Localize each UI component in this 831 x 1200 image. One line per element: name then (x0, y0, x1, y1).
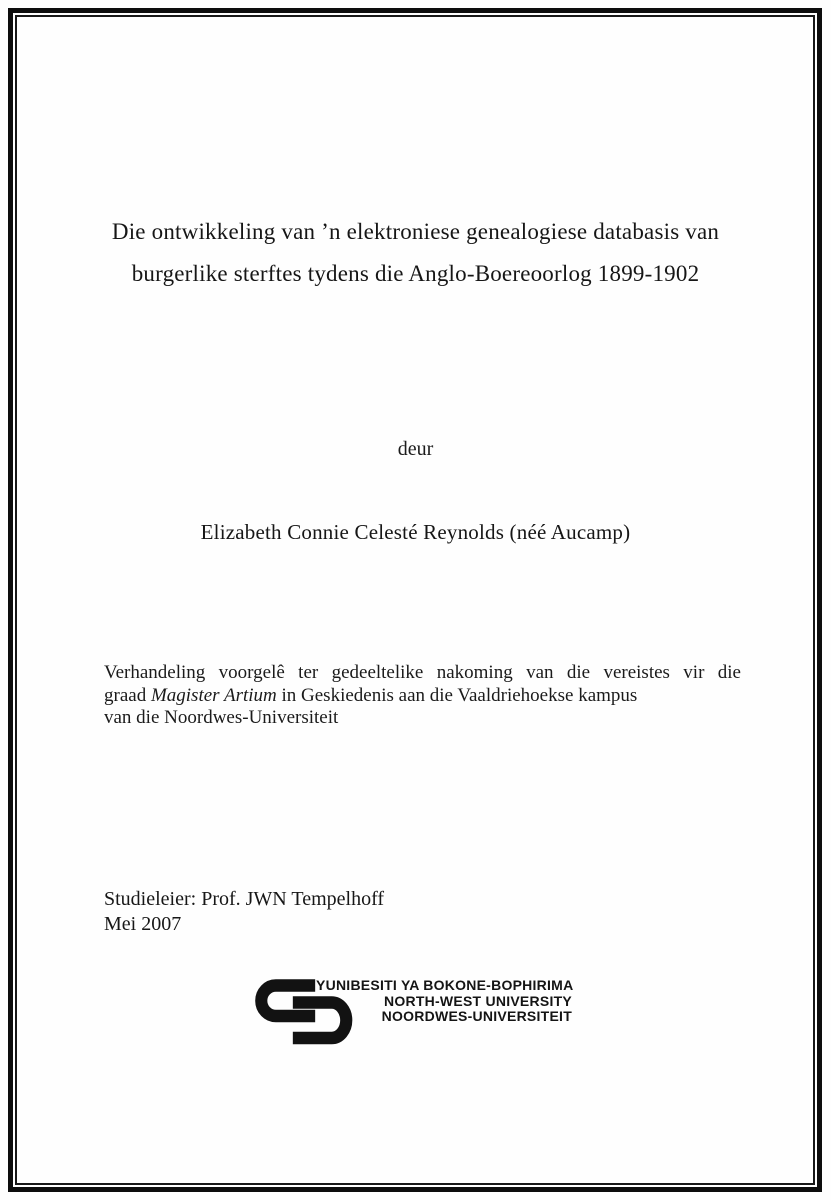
supervisor-block (104, 887, 384, 936)
author-name: Elizabeth Connie Celesté Reynolds (néé Aucamp) (200, 520, 631, 544)
statement-line2-post: in Geskiedenis aan die Vaaldriehoekse kampus (276, 684, 638, 706)
statement-line1: Verhandeling voorgelê ter gedeeltelike nakoming van die vereistes vir die (104, 662, 741, 683)
submission-statement (104, 662, 741, 730)
nwu-logo-line1: YUNIBESITI YA BOKONE-BOPHIRIMA (316, 977, 574, 993)
byline-label: deur (397, 438, 434, 460)
statement-line2 (104, 685, 741, 708)
nwu-logo-line2: NORTH-WEST UNIVERSITY (383, 992, 572, 1009)
date-line: Mei 2007 (104, 912, 182, 935)
statement-line2-pre: graad (104, 684, 151, 706)
nwu-logo-wordmark (316, 978, 572, 1025)
thesis-title (50, 211, 781, 295)
thesis-title-line2: burgerlike sterftes tydens die Anglo-Boereoorlog 1899-1902 (131, 261, 700, 286)
thesis-title-line1: Die ontwikkeling van ’n elektroniese genealogiese databasis van (111, 219, 720, 244)
nwu-logo-line3: NOORDWES-UNIVERSITEIT (381, 1008, 572, 1025)
statement-line3: van die Noordwes-Universiteit (104, 707, 339, 728)
supervisor-line: Studieleier: Prof. JWN Tempelhoff (104, 888, 385, 910)
degree-name: Magister Artium (150, 684, 277, 706)
